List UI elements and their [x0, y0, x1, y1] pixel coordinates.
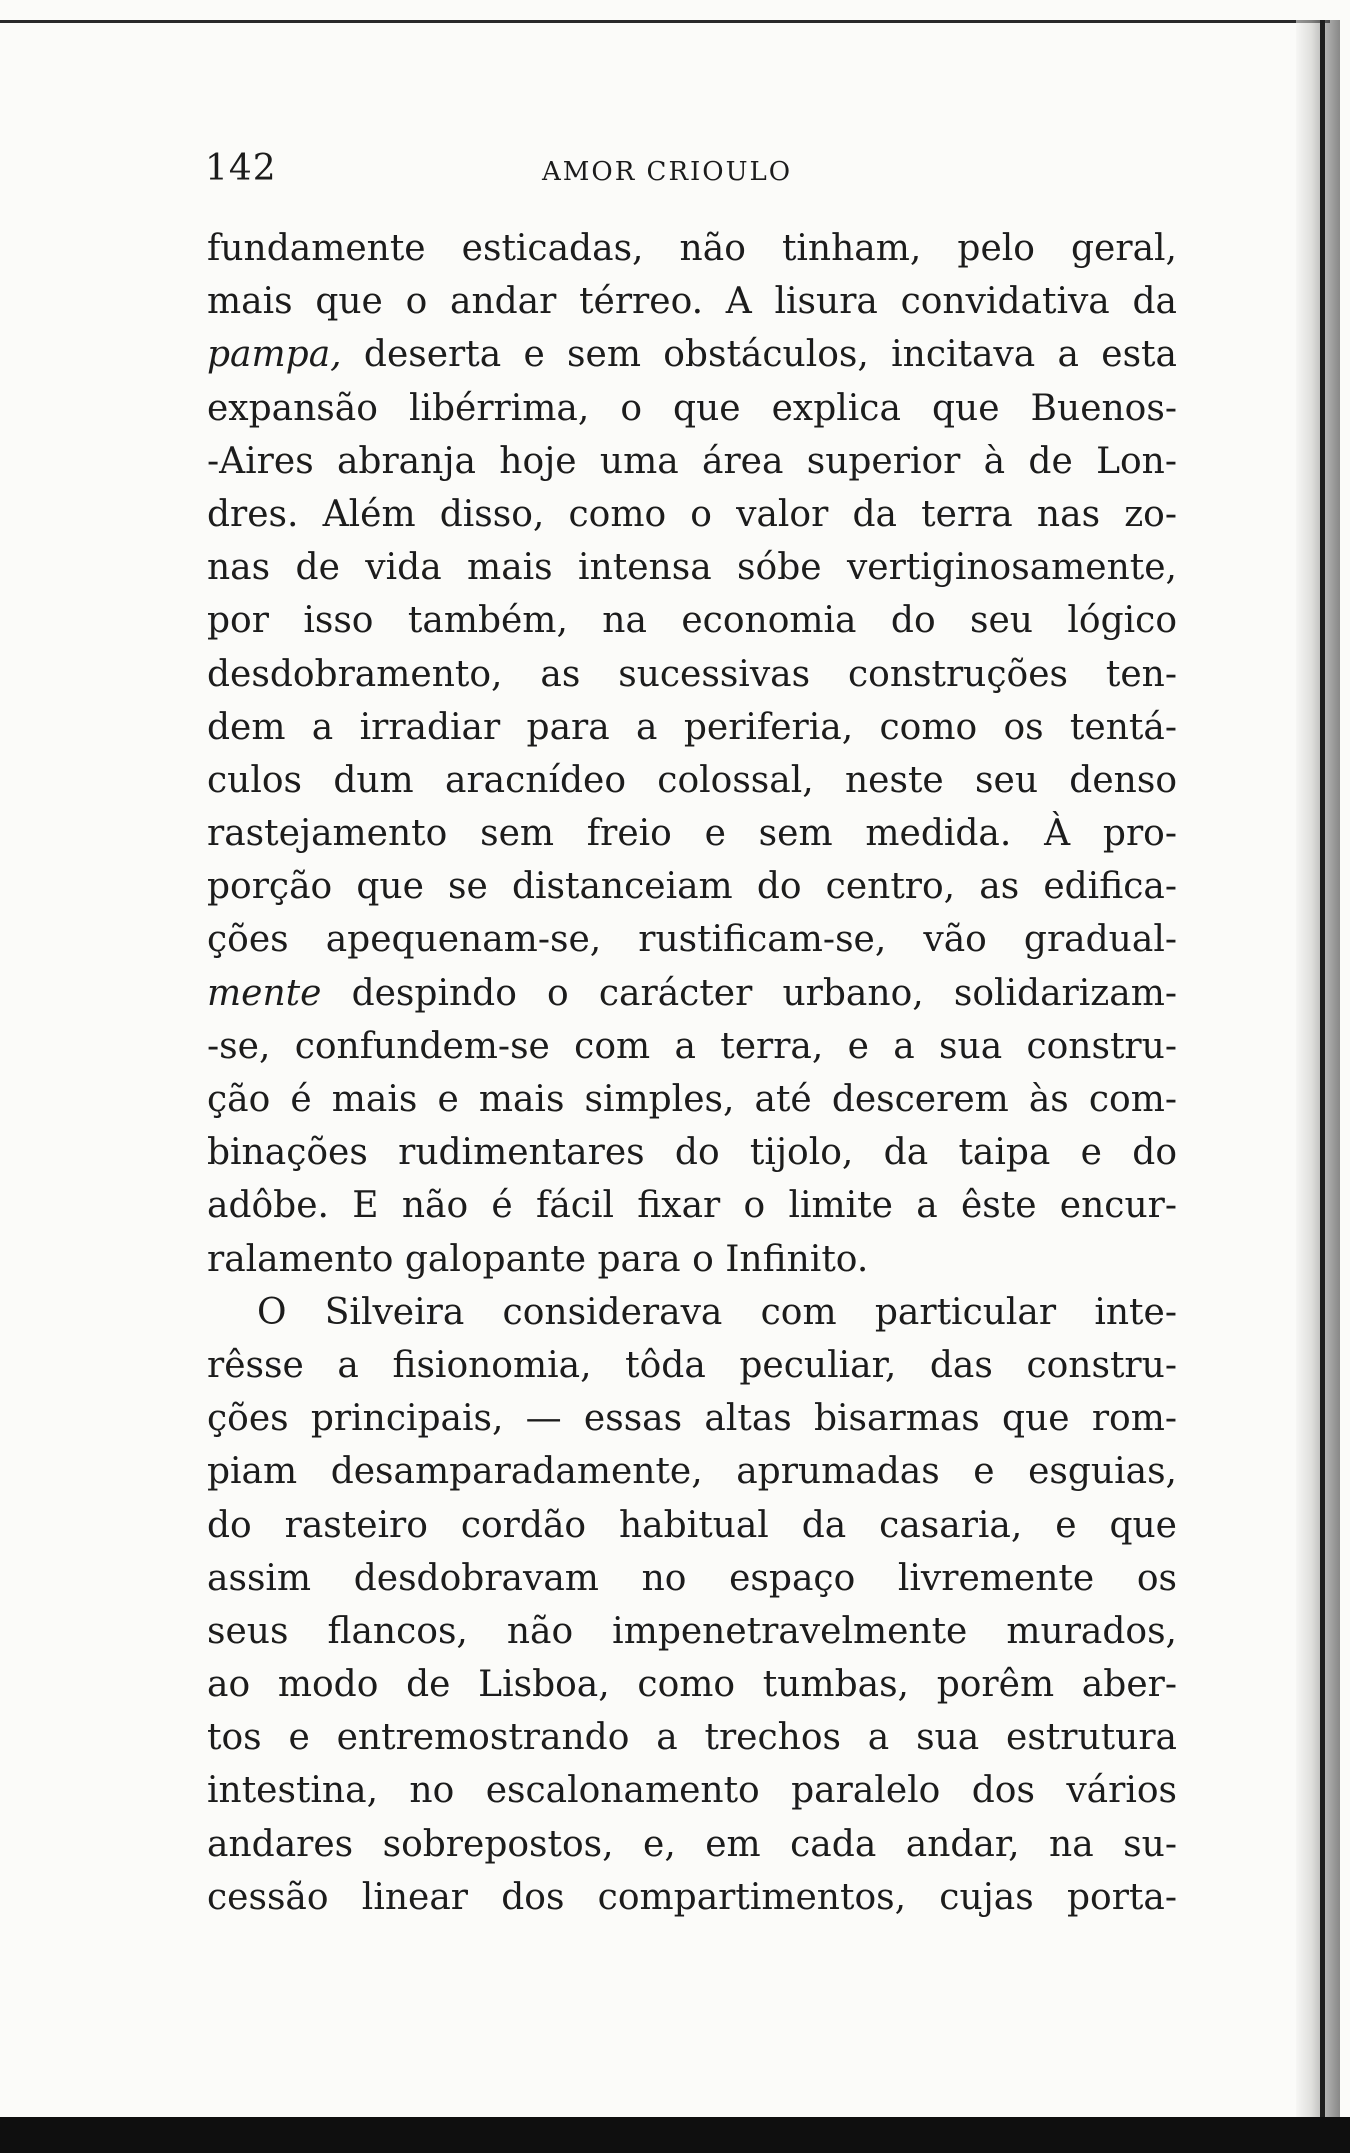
text-line: porção que se distanceiam do centro, as edifica-	[207, 866, 1177, 908]
text-line: ções apequenam-se, rustificam-se, vão gradual-	[207, 919, 1177, 961]
text-line: intestina, no escalonamento paralelo dos vários	[207, 1770, 1177, 1812]
binding-shadow	[1296, 20, 1340, 2117]
text-line: cessão linear dos compartimentos, cujas porta-	[207, 1876, 1177, 1918]
bottom-edge-band	[0, 2117, 1350, 2153]
italic-word: pampa,	[207, 334, 342, 376]
text-line: fundamente esticadas, não tinham, pelo geral,	[207, 228, 1177, 269]
text-line: andares sobrepostos, e, em cada andar, na su-	[207, 1823, 1177, 1865]
binding-edge-line	[1320, 20, 1325, 2117]
text-line: expansão libérrima, o que explica que Buenos-	[207, 387, 1177, 429]
text-line: culos dum aracnídeo colossal, neste seu denso	[207, 759, 1177, 801]
running-title: AMOR CRIOULO	[542, 157, 793, 187]
page-number: 142	[205, 148, 277, 189]
text-line: desdobramento, as sucessivas construções ten-	[207, 653, 1177, 695]
text-line: ralamento galopante para o Infinito.	[207, 1238, 869, 1280]
text-line: do rasteiro cordão habitual da casaria, e que	[207, 1504, 1177, 1546]
running-head	[205, 148, 1175, 196]
text-line: O Silveira considerava com particular inte-	[257, 1291, 1177, 1333]
text-line: ções principais, — essas altas bisarmas que rom-	[207, 1398, 1177, 1440]
text-line-rest: deserta e sem obstáculos, incitava a esta	[363, 334, 1177, 376]
text-line: rastejamento sem freio e sem medida. À pro-	[207, 813, 1177, 855]
text-line: por isso também, na economia do seu lógico	[207, 600, 1177, 642]
text-line: ao modo de Lisboa, como tumbas, porêm aber-	[207, 1664, 1177, 1706]
text-line: seus flancos, não impenetravelmente murados,	[207, 1610, 1177, 1652]
text-line: tos e entremostrando a trechos a sua estrutura	[207, 1717, 1177, 1759]
text-line: -se, confundem-se com a terra, e a sua constru-	[207, 1025, 1177, 1067]
text-line: nas de vida mais intensa sóbe vertiginosamente,	[207, 547, 1177, 589]
italic-word: mente	[207, 972, 322, 1014]
text-line	[207, 967, 1177, 1020]
text-line: rêsse a fisionomia, tôda peculiar, das constru-	[207, 1344, 1177, 1386]
body-text	[207, 222, 1177, 1924]
text-line: dres. Além disso, como o valor da terra nas zo-	[207, 493, 1177, 535]
top-edge-rule	[0, 20, 1330, 23]
text-line: dem a irradiar para a periferia, como os tentá-	[207, 706, 1177, 748]
text-line: -Aires abranja hoje uma área superior à de Lon-	[207, 440, 1177, 482]
text-line: binações rudimentares do tijolo, da taipa e do	[207, 1132, 1177, 1174]
text-line	[207, 328, 1177, 381]
text-line: adôbe. E não é fácil fixar o limite a êste encur-	[207, 1185, 1177, 1227]
text-line: assim desdobravam no espaço livremente os	[207, 1557, 1177, 1599]
text-line: piam desamparadamente, aprumadas e esguias,	[207, 1451, 1177, 1493]
text-line: ção é mais e mais simples, até descerem às com-	[207, 1079, 1177, 1120]
text-line-rest: despindo o carácter urbano, solidarizam-	[351, 972, 1177, 1014]
text-line: mais que o andar térreo. A lisura convidativa da	[207, 281, 1177, 323]
